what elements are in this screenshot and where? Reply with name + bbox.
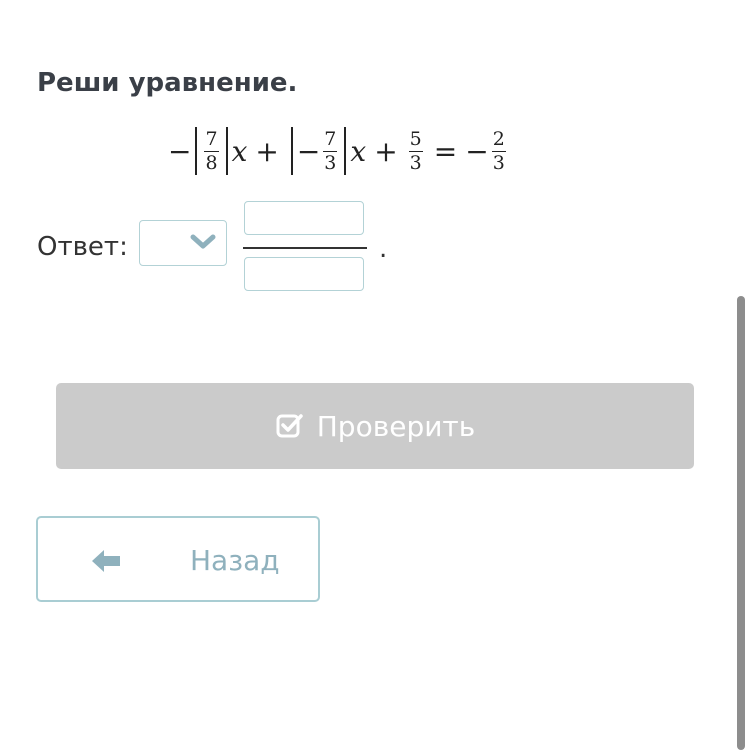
check-button[interactable] [56, 383, 694, 469]
task-title: Реши уравнение. [37, 68, 298, 98]
checkbox-check-icon [275, 411, 305, 441]
eq-frac4-denominator: 3 [492, 151, 505, 174]
eq-equals: = [433, 134, 458, 168]
check-button-label: Проверить [316, 409, 476, 443]
eq-variable-x: x [231, 134, 248, 168]
fraction-bar [243, 247, 367, 249]
eq-fraction-1 [204, 127, 218, 174]
abs-bar-left [291, 127, 293, 175]
eq-plus: + [374, 134, 398, 168]
eq-frac1-numerator: 7 [205, 127, 218, 150]
eq-frac2-numerator: 7 [324, 127, 337, 150]
eq-inner-minus: − [296, 134, 321, 168]
eq-fraction-3 [409, 127, 423, 174]
eq-variable-x: x [350, 134, 367, 168]
answer-label: Ответ: [37, 232, 128, 262]
chevron-down-icon [190, 231, 216, 253]
abs-bar-right [226, 127, 228, 175]
scrollbar[interactable] [737, 296, 745, 750]
eq-plus: + [255, 134, 279, 168]
abs-bar-right [344, 127, 346, 175]
answer-period: . [379, 234, 388, 264]
eq-fraction-2 [323, 127, 337, 174]
equation [168, 124, 509, 178]
back-button-label: Назад [190, 544, 280, 577]
eq-fraction-4 [492, 127, 506, 174]
sign-dropdown[interactable] [139, 220, 227, 266]
eq-frac4-numerator: 2 [492, 127, 505, 150]
numerator-input[interactable] [244, 201, 364, 235]
abs-bar-left [195, 127, 197, 175]
eq-frac3-denominator: 3 [409, 151, 422, 174]
eq-frac2-denominator: 3 [324, 151, 337, 174]
cut-off-text-row [36, 0, 676, 5]
arrow-left-icon [90, 548, 122, 574]
eq-frac3-numerator: 5 [409, 127, 422, 150]
eq-lead-minus: − [168, 134, 192, 168]
eq-frac1-denominator: 8 [205, 151, 218, 174]
eq-rhs-minus: − [465, 134, 489, 168]
back-button[interactable] [36, 516, 320, 602]
denominator-input[interactable] [244, 257, 364, 291]
